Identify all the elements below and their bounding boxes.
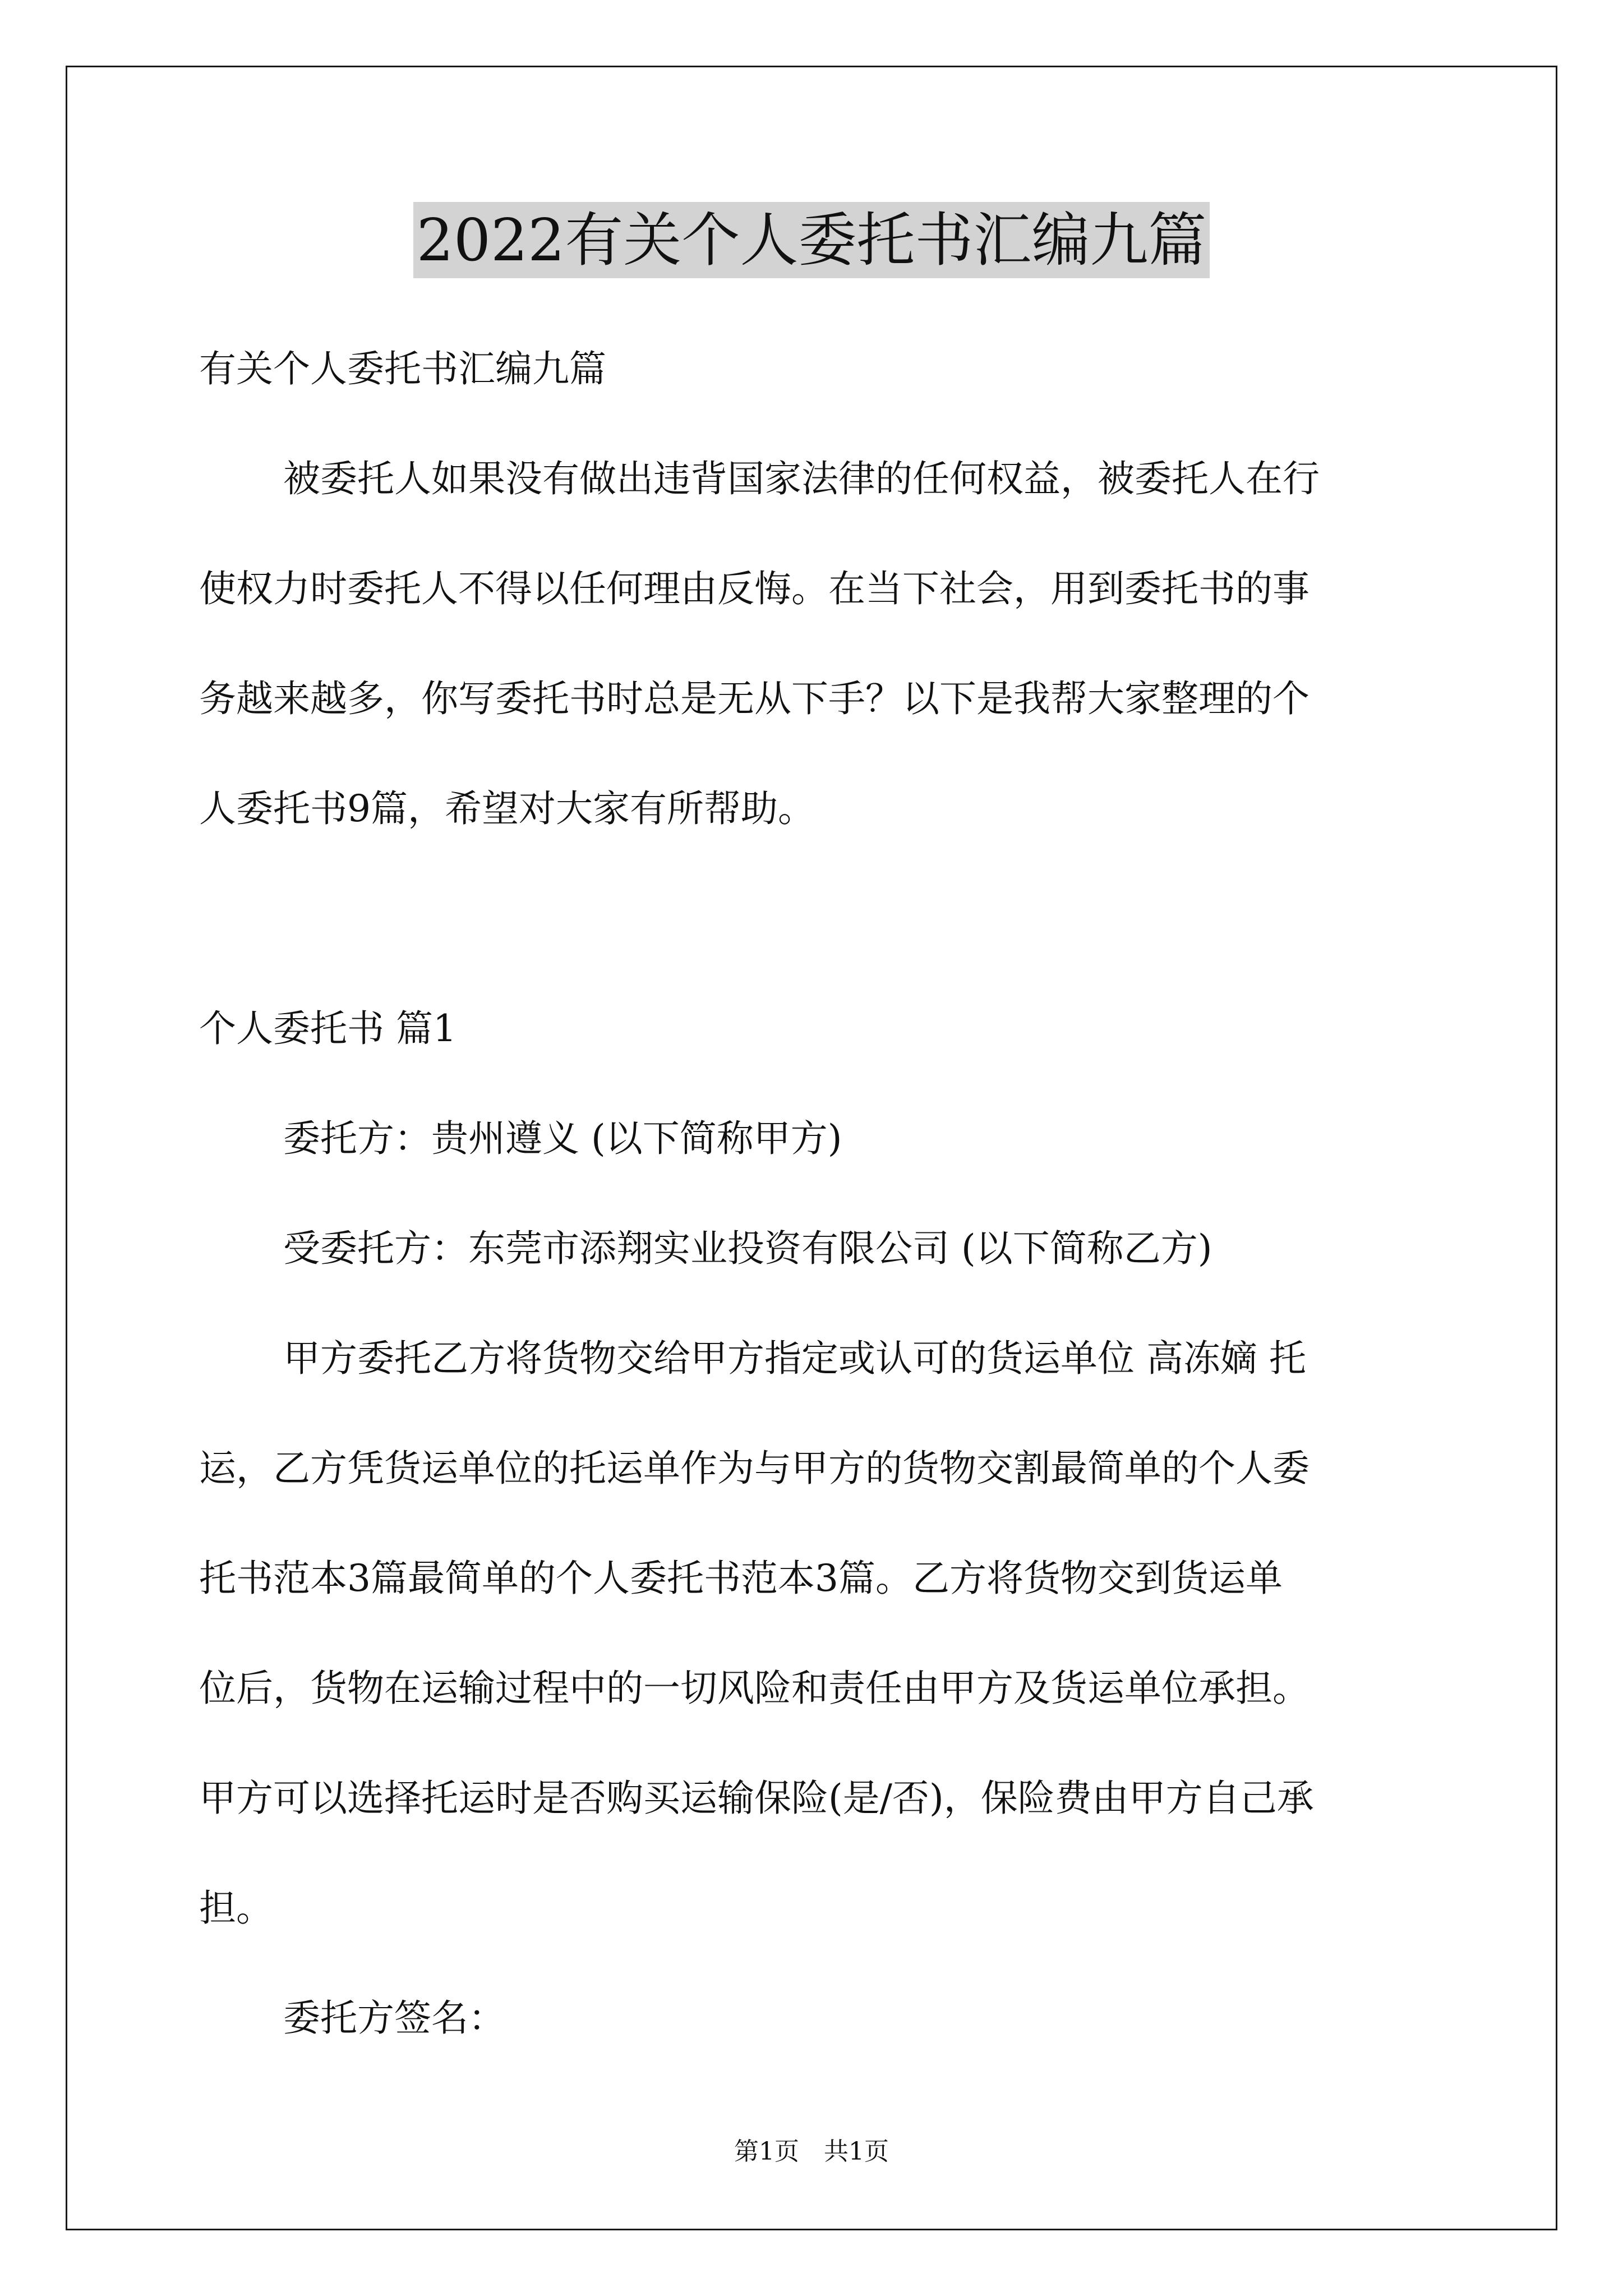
paragraph-line: 运，乙方凭货运单位的托运单作为与甲方的货物交割最简单的个人委: [199, 1447, 1310, 1490]
document-body: [199, 314, 1427, 2073]
paragraph-line: 委托方：贵州遵义 (以下简称甲方): [283, 1117, 842, 1160]
page-footer: [0, 2136, 1623, 2168]
page-number: 第1页: [734, 2137, 799, 2166]
paragraph-line: 被委托人如果没有做出违背国家法律的任何权益，被委托人在行: [283, 457, 1320, 500]
paragraph-line: 甲方委托乙方将货物交给甲方指定或认可的货运单位 高冻嫡 托: [283, 1337, 1306, 1380]
paragraph-line: 务越来越多，你写委托书时总是无从下手？以下是我帮大家整理的个: [199, 677, 1310, 720]
document-title: 2022有关个人委托书汇编九篇: [413, 202, 1210, 278]
paragraph-line: 受委托方：东莞市添翔实业投资有限公司 (以下简称乙方): [283, 1227, 1212, 1270]
paragraph-line: 甲方可以选择托运时是否购买运输保险(是/否)，保险费由甲方自己承: [199, 1777, 1314, 1820]
blank-spacer: [199, 864, 1427, 974]
paragraph-line: 人委托书9篇，希望对大家有所帮助。: [199, 787, 815, 830]
signature-line: 委托方签名：: [283, 1996, 505, 2040]
paragraph-line: 托书范本3篇最简单的个人委托书范本3篇。乙方将货物交到货运单: [199, 1557, 1283, 1600]
subtitle-line: 有关个人委托书汇编九篇: [199, 347, 606, 390]
paragraph-line: 使权力时委托人不得以任何理由反悔。在当下社会，用到委托书的事: [199, 567, 1310, 610]
page-total: 共1页: [824, 2137, 889, 2166]
section-heading: 个人委托书 篇1: [199, 1007, 457, 1050]
title-container: [0, 202, 1623, 278]
paragraph-line: 位后，货物在运输过程中的一切风险和责任由甲方及货运单位承担。: [199, 1667, 1310, 1710]
paragraph-line: 担。: [199, 1887, 273, 1930]
